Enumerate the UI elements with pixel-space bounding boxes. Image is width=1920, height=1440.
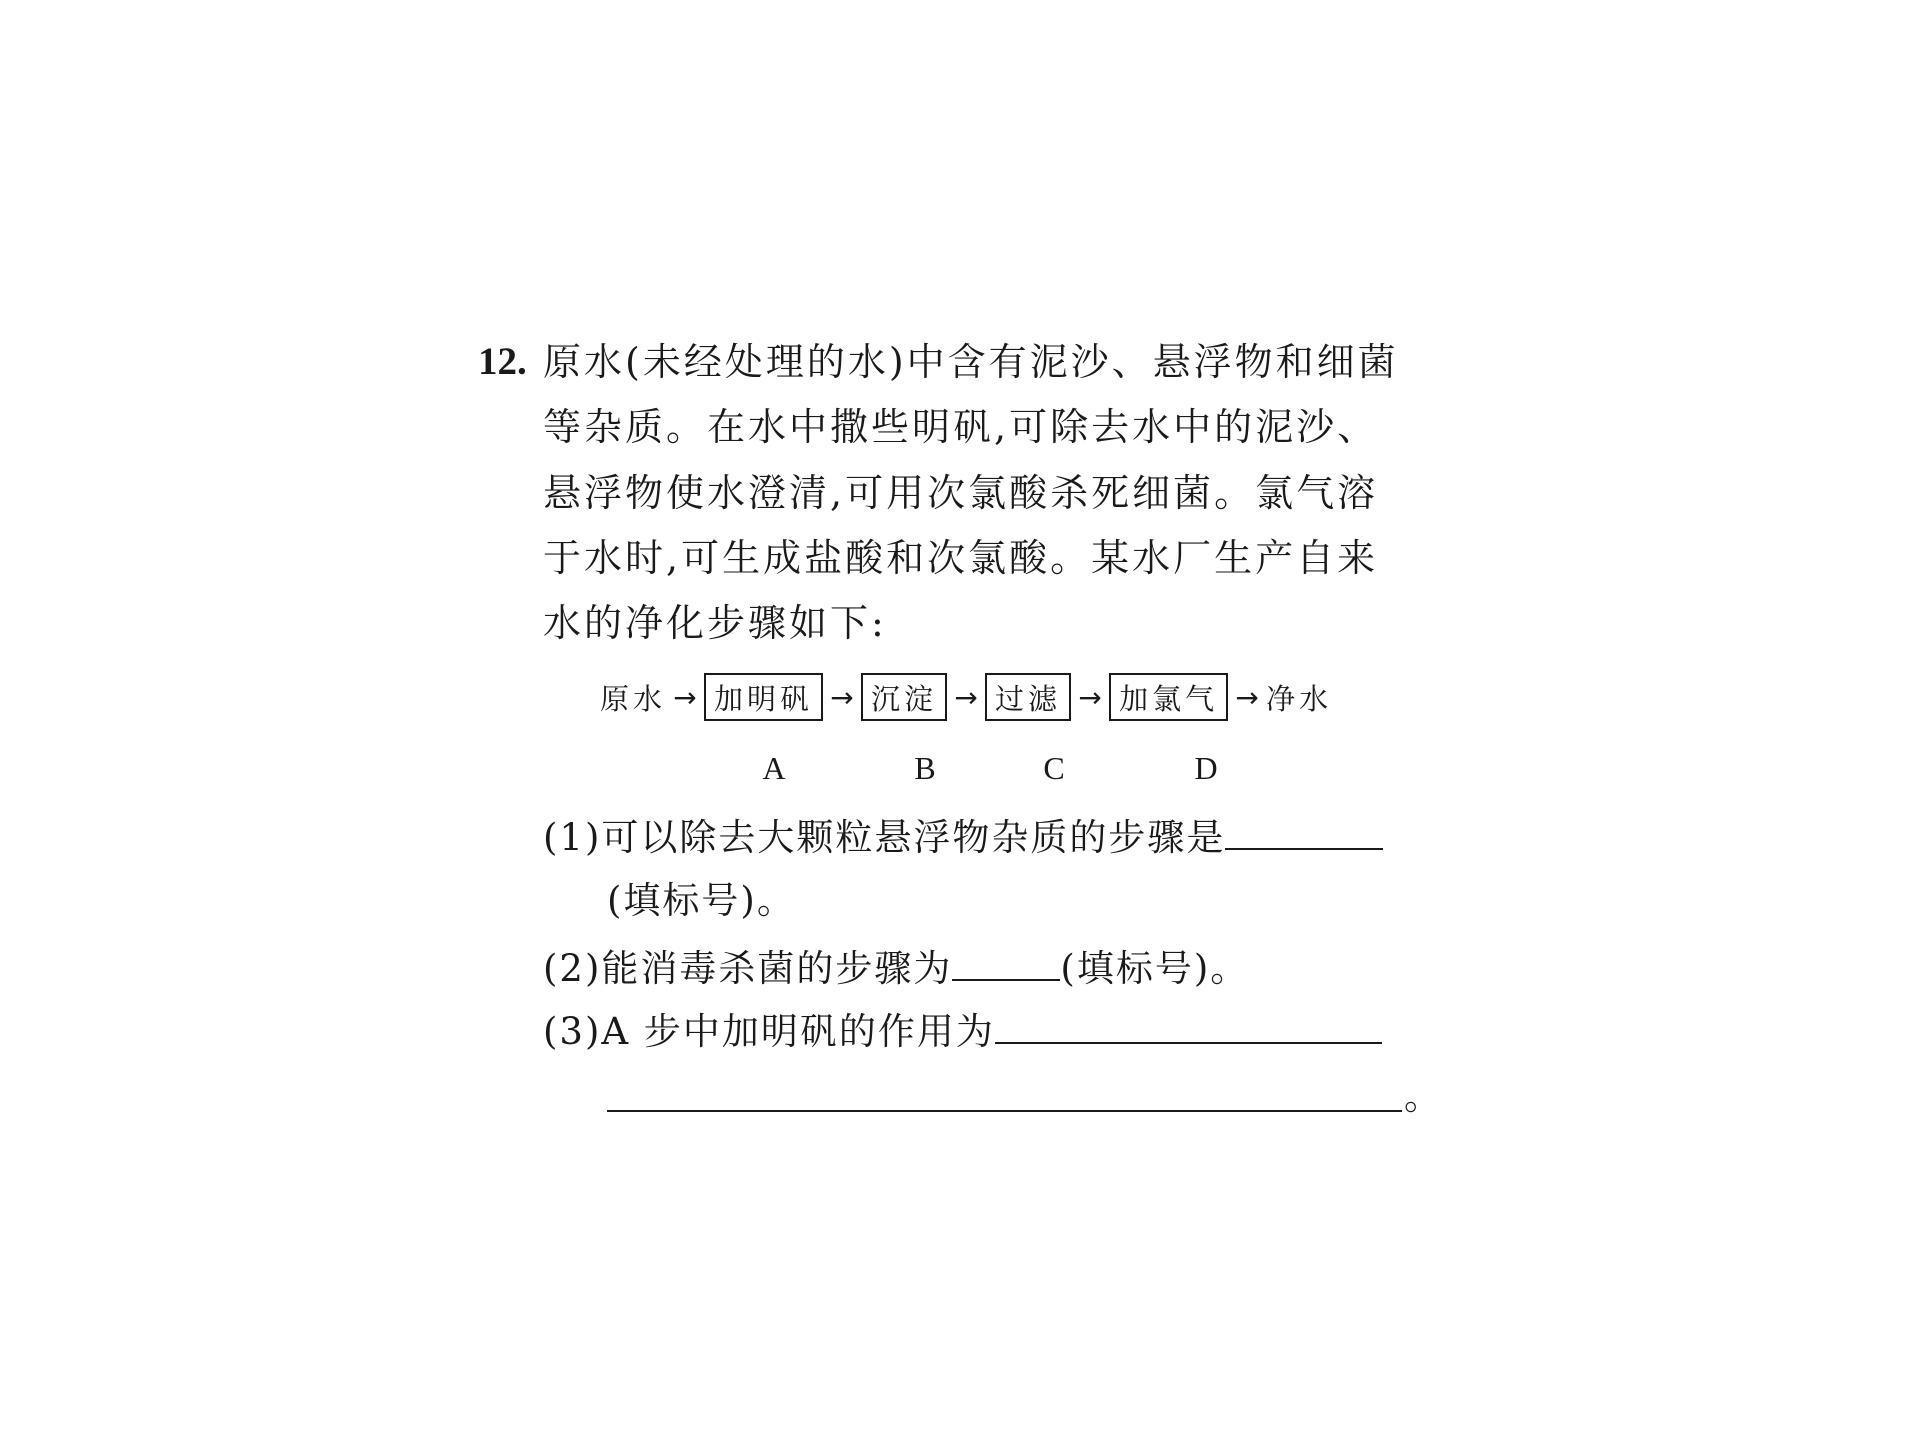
- flow-arrow: →: [954, 680, 978, 714]
- flow-arrow: →: [1078, 680, 1102, 714]
- subquestion-2-suffix: (填标号)。: [1060, 947, 1250, 990]
- question-number: 12.: [478, 340, 527, 383]
- subquestion-1-line-1: [543, 810, 1383, 863]
- stem-line-3: 悬浮物使水澄清,可用次氯酸杀死细菌。氯气溶: [543, 471, 1379, 515]
- answer-blank-3a[interactable]: [995, 1004, 1382, 1044]
- flow-arrow: →: [1235, 680, 1259, 714]
- step-letter-d: D: [1194, 750, 1218, 786]
- step-letter-a: A: [762, 750, 786, 786]
- subquestion-3-line-1: [543, 1004, 1382, 1057]
- answer-blank-1[interactable]: [1225, 810, 1383, 850]
- flow-start-label: 原水: [600, 681, 667, 716]
- subquestion-3-end-mark: 。: [1404, 1075, 1441, 1118]
- stem-line-5: 水的净化步骤如下:: [543, 601, 887, 645]
- stem-line-2: 等杂质。在水中撒些明矾,可除去水中的泥沙、: [543, 405, 1379, 449]
- answer-blank-3b[interactable]: [607, 1110, 1402, 1112]
- flow-end-label: 净水: [1266, 681, 1333, 716]
- subquestion-1-text: (1)可以除去大颗粒悬浮物杂质的步骤是: [543, 816, 1226, 859]
- stem-line-4: 于水时,可生成盐酸和次氯酸。某水厂生产自来: [543, 536, 1379, 580]
- purification-flow-diagram: [600, 670, 1332, 724]
- answer-blank-2[interactable]: [952, 941, 1060, 981]
- flow-step-box-a: 加明矾: [704, 673, 823, 721]
- flow-arrow: →: [830, 680, 854, 714]
- subquestion-1-line-2: (填标号)。: [607, 879, 796, 922]
- subquestion-2: [543, 941, 1249, 994]
- subquestion-3-text: (3)A 步中加明矾的作用为: [543, 1010, 995, 1053]
- subquestion-2-prefix: (2)能消毒杀菌的步骤为: [543, 947, 953, 990]
- flow-arrow: →: [673, 680, 697, 714]
- flow-step-box-d: 加氯气: [1109, 673, 1228, 721]
- flow-step-box-c: 过滤: [985, 673, 1071, 721]
- stem-line-1: 原水(未经处理的水)中含有泥沙、悬浮物和细菌: [543, 340, 1399, 384]
- flow-step-box-b: 沉淀: [861, 673, 947, 721]
- step-letter-b: B: [914, 750, 936, 786]
- step-letter-c: C: [1043, 750, 1065, 786]
